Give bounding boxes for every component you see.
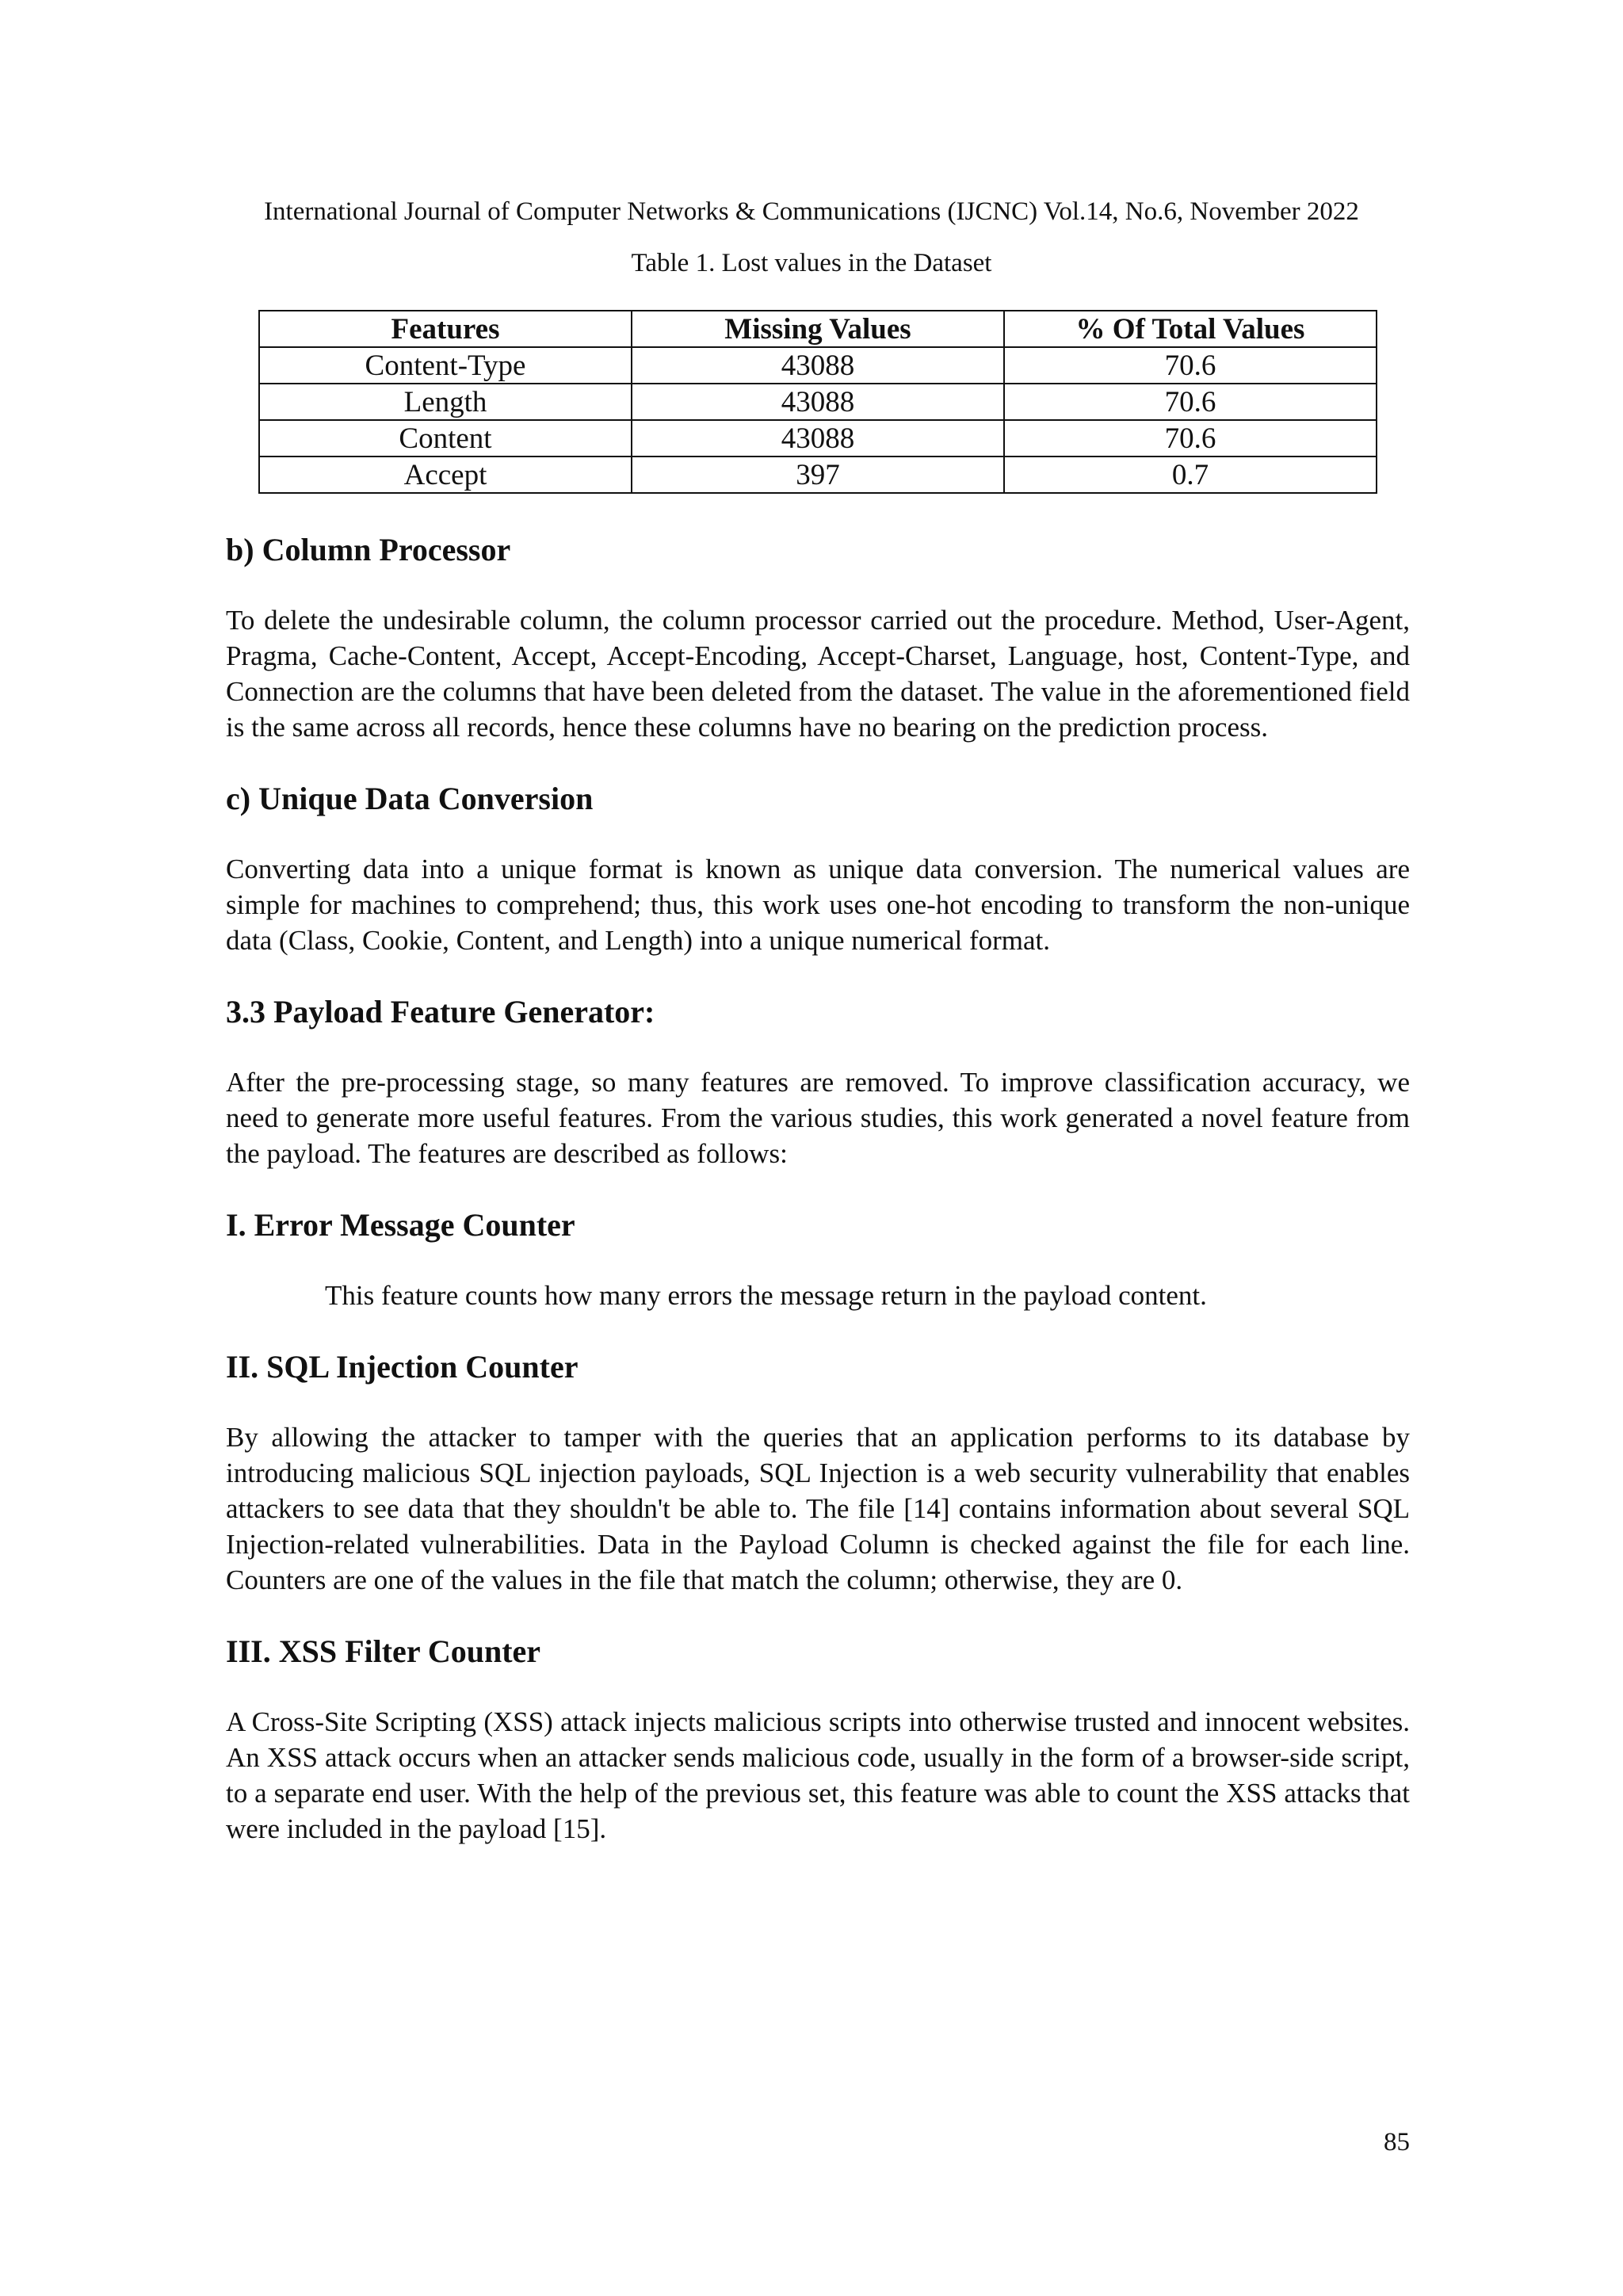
table-cell: 70.6 [1004, 347, 1377, 384]
table-caption: Table 1. Lost values in the Dataset [631, 249, 992, 277]
paragraph-sql-injection-counter: By allowing the attacker to tamper with the queries that an application performs to its database by introducing malicious SQL injection payloads, SQL Injection is a web security vulnerability that enables attackers to see data that they shouldn't be able to. The file [14] contains information about several SQL Injection-related vulnerabilities. Data in the Payload Column is checked against the file for each line. Counters are one of the values in the file that match the column; otherwise, they are 0. [226, 1422, 1410, 1595]
section-heading-error-message-counter: I. Error Message Counter [226, 1207, 575, 1243]
page-number: 85 [1384, 2128, 1410, 2157]
table-cell: 0.7 [1004, 457, 1377, 493]
table-row [259, 347, 1377, 384]
paragraph-error-message-counter: This feature counts how many errors the message return in the payload content. [325, 1280, 1207, 1311]
table-cell: 70.6 [1004, 384, 1377, 420]
paragraph-payload-feature-generator: After the pre-processing stage, so many features are removed. To improve classification accuracy, we need to generate more useful features. From the various studies, this work generated a novel feature from the payload. The features are described as follows: [226, 1067, 1410, 1169]
table-cell: 43088 [632, 384, 1004, 420]
table-row [259, 384, 1377, 420]
paragraph-column-processor: To delete the undesirable column, the column processor carried out the procedure. Method, User-Agent, Pragma, Cache-Content, Accept, Accept-Encoding, Accept-Charset, Language, host, Content-Type, and Connection are the columns that have been deleted from the dataset. The value in the aforementioned field is the same across all records, hence these columns have no bearing on the prediction process. [226, 605, 1410, 743]
section-heading-payload-feature-generator: 3.3 Payload Feature Generator: [226, 994, 655, 1030]
table-cell: Content [259, 420, 632, 457]
body-content [226, 531, 1410, 1847]
table-header-cell: Missing Values [632, 311, 1004, 347]
section-heading-xss-filter-counter: III. XSS Filter Counter [226, 1633, 541, 1669]
table-cell: Accept [259, 457, 632, 493]
paragraph-xss-filter-counter: A Cross-Site Scripting (XSS) attack injects malicious scripts into otherwise trusted and innocent websites. An XSS attack occurs when an attacker sends malicious code, usually in the form of a browser-side script, to a separate end user. With the help of the previous set, this feature was able to count the XSS attacks that were included in the payload [15]. [226, 1706, 1410, 1844]
section-heading-unique-data-conversion: c) Unique Data Conversion [226, 781, 594, 816]
table-cell: Length [259, 384, 632, 420]
table-header-cell: Features [259, 311, 632, 347]
table-header-row [259, 311, 1377, 347]
table-row [259, 457, 1377, 493]
missing-values-table [258, 310, 1377, 494]
table-cell: 43088 [632, 420, 1004, 457]
paragraph-unique-data-conversion: Converting data into a unique format is known as unique data conversion. The numerical values are simple for machines to comprehend; thus, this work uses one-hot encoding to transform the non-unique data (Class, Cookie, Content, and Length) into a unique numerical format. [226, 854, 1410, 956]
running-header: International Journal of Computer Networks & Communications (IJCNC) Vol.14, No.6, November 2022 [264, 197, 1359, 226]
table-cell: Content-Type [259, 347, 632, 384]
table-cell: 70.6 [1004, 420, 1377, 457]
table-header-cell: % Of Total Values [1004, 311, 1377, 347]
table-cell: 397 [632, 457, 1004, 493]
section-heading-sql-injection-counter: II. SQL Injection Counter [226, 1349, 579, 1385]
section-heading-column-processor: b) Column Processor [226, 532, 511, 567]
table-cell: 43088 [632, 347, 1004, 384]
table-row [259, 420, 1377, 457]
